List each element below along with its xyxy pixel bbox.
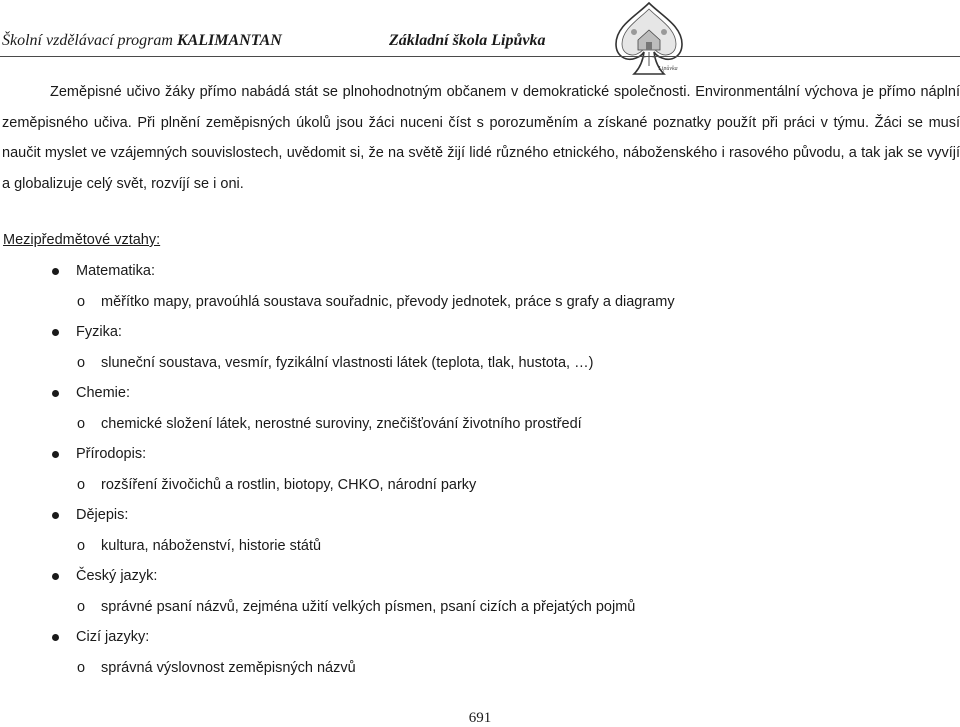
subject-name: Dějepis: [76, 507, 129, 523]
subject-row [0, 500, 960, 531]
circle-bullet-icon: o [77, 598, 86, 615]
subject-detail-row [0, 287, 960, 318]
circle-bullet-icon: o [77, 476, 86, 493]
circle-bullet-icon: o [77, 659, 86, 676]
relations-heading: Mezipředmětové vztahy: [3, 232, 161, 248]
subject-detail-row [0, 531, 960, 562]
subject-detail-row [0, 592, 960, 623]
subject-row [0, 439, 960, 470]
header-rule [0, 56, 960, 57]
bullet-icon [52, 573, 59, 580]
intro-paragraph: Zeměpisné učivo žáky přímo nabádá stát se plnohodnotným občanem v demokratické společnosti. Environmentální výchova je přímo náplní zeměpisného učiva. Při plnění zeměpisných úkolů jsou žáci nuceni číst s porozuměním a získané poznatky použít při práci v týmu. Žáci se musí naučit myslet ve vzájemných souvislostech, uvědomit si, že na světě žijí lidé různého etnického, náboženského i rasového původu, a tak jak se vyvíjí a globalizuje celý svět, rozvíjí se i oni. [2, 84, 960, 192]
bullet-icon [52, 451, 59, 458]
circle-bullet-icon: o [77, 293, 86, 310]
subject-detail-row [0, 348, 960, 379]
page-number: 691 [468, 710, 492, 726]
subject-detail: měřítko mapy, pravoúhlá soustava souřadnic, převody jednotek, práce s grafy a diagramy [101, 293, 675, 310]
subject-detail: rozšíření živočichů a rostlin, biotopy, CHKO, národní parky [101, 476, 477, 493]
subject-row [0, 317, 960, 348]
subject-detail: správné psaní názvů, zejména užití velkých písmen, psaní cizích a přejatých pojmů [101, 598, 636, 615]
subject-row [0, 622, 960, 653]
circle-bullet-icon: o [77, 415, 86, 432]
subject-detail: sluneční soustava, vesmír, fyzikální vlastnosti látek (teplota, tlak, hustota, …) [101, 354, 594, 371]
circle-bullet-icon: o [77, 537, 86, 554]
subject-name: Matematika: [76, 263, 155, 279]
subject-row [0, 256, 960, 287]
subject-detail-row [0, 653, 960, 684]
subject-detail-row [0, 409, 960, 440]
subject-name: Fyzika: [76, 324, 122, 340]
subject-detail: kultura, náboženství, historie států [101, 537, 322, 554]
subject-row [0, 561, 960, 592]
bullet-icon [52, 634, 59, 641]
school-name: Základní škola Lipůvka [389, 32, 546, 49]
logo-text: Lipůvka [658, 66, 678, 72]
subject-detail: správná výslovnost zeměpisných názvů [101, 659, 356, 676]
subject-name: Přírodopis: [76, 446, 147, 462]
bullet-icon [52, 329, 59, 336]
subject-name: Chemie: [76, 385, 130, 401]
page-header [0, 0, 960, 78]
bullet-icon [52, 512, 59, 519]
circle-bullet-icon: o [77, 354, 86, 371]
subject-name: Český jazyk: [76, 568, 158, 584]
subject-detail-row [0, 470, 960, 501]
program-title [2, 32, 282, 50]
program-title-regular: Školní vzdělávací program [2, 32, 177, 49]
school-logo-icon [610, 0, 688, 78]
program-title-bold: KALIMANTAN [176, 32, 282, 49]
bullet-icon [52, 390, 59, 397]
subject-row [0, 378, 960, 409]
relations-list [0, 256, 960, 683]
subject-detail: chemické složení látek, nerostné suroviny, znečišťování životního prostředí [101, 415, 582, 432]
bullet-icon [52, 268, 59, 275]
subject-name: Cizí jazyky: [76, 629, 150, 645]
